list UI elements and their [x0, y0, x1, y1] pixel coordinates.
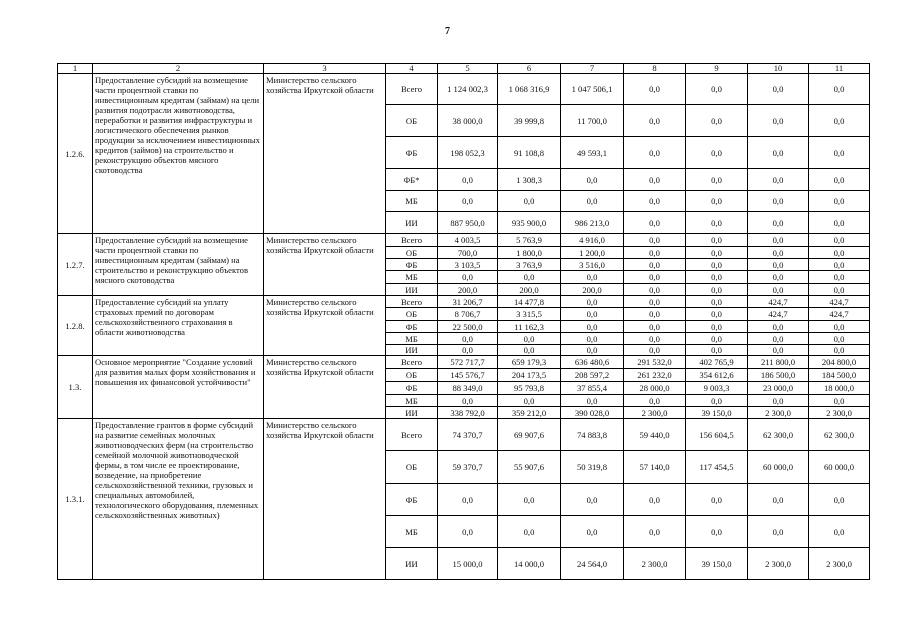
funding-source: ФБ	[386, 259, 438, 271]
value-cell: 22 500,0	[438, 321, 498, 333]
item-description: Предоставление субсидий на возмещение части процентной ставки по инвестиционным кредитам (займам) на строительство и реконструкцию объектов мясного скотоводства	[93, 234, 264, 296]
value-cell: 11 700,0	[561, 105, 624, 137]
value-cell: 28 000,0	[624, 382, 686, 395]
value-cell: 0,0	[498, 333, 561, 345]
value-cell: 0,0	[809, 169, 870, 191]
value-cell: 0,0	[624, 321, 686, 333]
value-cell: 402 765,9	[686, 356, 748, 369]
value-cell: 0,0	[748, 169, 809, 191]
value-cell: 0,0	[438, 271, 498, 284]
value-cell: 15 000,0	[438, 548, 498, 580]
value-cell: 200,0	[561, 284, 624, 296]
value-cell: 0,0	[624, 212, 686, 234]
value-cell: 0,0	[686, 247, 748, 259]
funding-source: МБ	[386, 333, 438, 345]
value-cell: 0,0	[686, 169, 748, 191]
value-cell: 572 717,7	[438, 356, 498, 369]
value-cell: 0,0	[748, 212, 809, 234]
value-cell: 0,0	[809, 271, 870, 284]
value-cell: 0,0	[686, 74, 748, 105]
value-cell: 0,0	[748, 395, 809, 407]
funding-source: МБ	[386, 271, 438, 284]
value-cell: 8 706,7	[438, 308, 498, 321]
funding-source: МБ	[386, 395, 438, 407]
header-cell: 11	[809, 64, 870, 74]
value-cell: 0,0	[748, 137, 809, 169]
value-cell: 0,0	[686, 191, 748, 212]
value-cell: 60 000,0	[748, 451, 809, 484]
value-cell: 39 999,8	[498, 105, 561, 137]
value-cell: 0,0	[438, 345, 498, 356]
header-cell: 10	[748, 64, 809, 74]
value-cell: 74 883,8	[561, 419, 624, 451]
funding-source: Всего	[386, 419, 438, 451]
value-cell: 0,0	[624, 484, 686, 516]
funding-source: ОБ	[386, 369, 438, 382]
value-cell: 0,0	[624, 516, 686, 548]
value-cell: 0,0	[498, 271, 561, 284]
funding-source: ОБ	[386, 247, 438, 259]
funding-source: Всего	[386, 296, 438, 308]
value-cell: 18 000,0	[809, 382, 870, 395]
value-cell: 145 576,7	[438, 369, 498, 382]
value-cell: 0,0	[624, 234, 686, 247]
value-cell: 1 308,3	[498, 169, 561, 191]
value-cell: 55 907,6	[498, 451, 561, 484]
funding-source: ОБ	[386, 105, 438, 137]
value-cell: 0,0	[748, 191, 809, 212]
value-cell: 0,0	[561, 321, 624, 333]
table-body	[58, 64, 870, 580]
value-cell: 2 300,0	[809, 548, 870, 580]
value-cell: 0,0	[686, 105, 748, 137]
value-cell: 4 916,0	[561, 234, 624, 247]
item-description: Предоставление субсидий на уплату страховых премий по договорам сельскохозяйственного страхования в области животноводства	[93, 296, 264, 356]
value-cell: 59 440,0	[624, 419, 686, 451]
value-cell: 0,0	[561, 484, 624, 516]
value-cell: 0,0	[624, 191, 686, 212]
value-cell: 0,0	[438, 516, 498, 548]
value-cell: 62 300,0	[809, 419, 870, 451]
item-executor: Министерство сельского хозяйства Иркутской области	[264, 419, 386, 580]
funding-source: ИИ	[386, 548, 438, 580]
value-cell: 117 454,5	[686, 451, 748, 484]
value-cell: 659 179,3	[498, 356, 561, 369]
value-cell: 0,0	[809, 247, 870, 259]
value-cell: 1 047 506,1	[561, 74, 624, 105]
funding-source: ОБ	[386, 451, 438, 484]
value-cell: 0,0	[809, 137, 870, 169]
value-cell: 424,7	[748, 296, 809, 308]
value-cell: 0,0	[624, 247, 686, 259]
value-cell: 184 500,0	[809, 369, 870, 382]
value-cell: 208 597,2	[561, 369, 624, 382]
value-cell: 424,7	[748, 308, 809, 321]
funding-source: ФБ	[386, 321, 438, 333]
value-cell: 0,0	[748, 345, 809, 356]
value-cell: 0,0	[809, 212, 870, 234]
value-cell: 0,0	[686, 259, 748, 271]
value-cell: 204 173,5	[498, 369, 561, 382]
value-cell: 0,0	[438, 169, 498, 191]
value-cell: 0,0	[809, 74, 870, 105]
funding-source: Всего	[386, 356, 438, 369]
value-cell: 59 370,7	[438, 451, 498, 484]
value-cell: 24 564,0	[561, 548, 624, 580]
value-cell: 0,0	[686, 321, 748, 333]
funding-source: МБ	[386, 516, 438, 548]
item-executor: Министерство сельского хозяйства Иркутской области	[264, 296, 386, 356]
value-cell: 156 604,5	[686, 419, 748, 451]
value-cell: 0,0	[498, 345, 561, 356]
value-cell: 0,0	[561, 296, 624, 308]
value-cell: 23 000,0	[748, 382, 809, 395]
value-cell: 0,0	[748, 484, 809, 516]
value-cell: 0,0	[686, 296, 748, 308]
value-cell: 57 140,0	[624, 451, 686, 484]
value-cell: 0,0	[624, 308, 686, 321]
item-number: 1.2.7.	[58, 234, 93, 296]
value-cell: 0,0	[809, 395, 870, 407]
value-cell: 424,7	[809, 308, 870, 321]
value-cell: 2 300,0	[624, 548, 686, 580]
value-cell: 338 792,0	[438, 407, 498, 419]
table-row	[58, 234, 870, 247]
header-cell: 4	[386, 64, 438, 74]
value-cell: 69 907,6	[498, 419, 561, 451]
value-cell: 14 000,0	[498, 548, 561, 580]
value-cell: 198 052,3	[438, 137, 498, 169]
funding-source: ИИ	[386, 284, 438, 296]
value-cell: 9 003,3	[686, 382, 748, 395]
value-cell: 0,0	[748, 247, 809, 259]
value-cell: 5 763,9	[498, 234, 561, 247]
value-cell: 62 300,0	[748, 419, 809, 451]
value-cell: 2 300,0	[748, 548, 809, 580]
value-cell: 0,0	[809, 191, 870, 212]
value-cell: 0,0	[809, 234, 870, 247]
value-cell: 354 612,6	[686, 369, 748, 382]
value-cell: 0,0	[748, 271, 809, 284]
value-cell: 0,0	[748, 284, 809, 296]
value-cell: 0,0	[686, 333, 748, 345]
value-cell: 0,0	[686, 484, 748, 516]
item-number: 1.2.6.	[58, 74, 93, 234]
value-cell: 3 516,0	[561, 259, 624, 271]
value-cell: 0,0	[809, 484, 870, 516]
header-cell: 5	[438, 64, 498, 74]
value-cell: 95 793,8	[498, 382, 561, 395]
value-cell: 0,0	[748, 321, 809, 333]
value-cell: 986 213,0	[561, 212, 624, 234]
value-cell: 0,0	[624, 169, 686, 191]
value-cell: 0,0	[624, 284, 686, 296]
item-description: Предоставление субсидий на возмещение части процентной ставки по инвестиционным кредитам (займам) на цели развития подотрасли животноводства, переработки и развития инфраструктуры и логистического обеспечения рынков продукции за исключением инвестиционных кредитов (займов) на строительство и реконструкцию объектов мясного скотоводства	[93, 74, 264, 234]
value-cell: 2 300,0	[809, 407, 870, 419]
value-cell: 0,0	[809, 333, 870, 345]
value-cell: 0,0	[686, 212, 748, 234]
value-cell: 0,0	[686, 308, 748, 321]
value-cell: 2 300,0	[624, 407, 686, 419]
value-cell: 0,0	[748, 74, 809, 105]
item-number: 1.3.1.	[58, 419, 93, 580]
value-cell: 0,0	[809, 321, 870, 333]
funding-source: ОБ	[386, 308, 438, 321]
value-cell: 0,0	[686, 395, 748, 407]
value-cell: 0,0	[438, 395, 498, 407]
table-row	[58, 419, 870, 451]
value-cell: 0,0	[561, 169, 624, 191]
funding-source: ИИ	[386, 407, 438, 419]
value-cell: 0,0	[561, 395, 624, 407]
budget-table	[57, 63, 870, 580]
item-number: 1.2.8.	[58, 296, 93, 356]
header-row	[58, 64, 870, 74]
value-cell: 0,0	[498, 395, 561, 407]
value-cell: 1 124 002,3	[438, 74, 498, 105]
value-cell: 887 950,0	[438, 212, 498, 234]
value-cell: 0,0	[624, 333, 686, 345]
header-cell: 8	[624, 64, 686, 74]
value-cell: 0,0	[809, 284, 870, 296]
value-cell: 60 000,0	[809, 451, 870, 484]
value-cell: 0,0	[748, 333, 809, 345]
value-cell: 74 370,7	[438, 419, 498, 451]
value-cell: 91 108,8	[498, 137, 561, 169]
value-cell: 0,0	[686, 284, 748, 296]
item-executor: Министерство сельского хозяйства Иркутской области	[264, 74, 386, 234]
funding-source: МБ	[386, 191, 438, 212]
value-cell: 39 150,0	[686, 407, 748, 419]
funding-source: Всего	[386, 74, 438, 105]
value-cell: 0,0	[748, 516, 809, 548]
value-cell: 2 300,0	[748, 407, 809, 419]
value-cell: 424,7	[809, 296, 870, 308]
value-cell: 0,0	[624, 296, 686, 308]
value-cell: 0,0	[624, 395, 686, 407]
value-cell: 37 855,4	[561, 382, 624, 395]
value-cell: 0,0	[561, 345, 624, 356]
value-cell: 14 477,8	[498, 296, 561, 308]
value-cell: 0,0	[624, 105, 686, 137]
value-cell: 0,0	[624, 137, 686, 169]
value-cell: 0,0	[686, 234, 748, 247]
value-cell: 0,0	[498, 516, 561, 548]
value-cell: 204 800,0	[809, 356, 870, 369]
value-cell: 0,0	[438, 333, 498, 345]
value-cell: 359 212,0	[498, 407, 561, 419]
value-cell: 261 232,0	[624, 369, 686, 382]
value-cell: 390 028,0	[561, 407, 624, 419]
value-cell: 0,0	[561, 271, 624, 284]
value-cell: 700,0	[438, 247, 498, 259]
header-cell: 7	[561, 64, 624, 74]
value-cell: 3 763,9	[498, 259, 561, 271]
value-cell: 0,0	[561, 333, 624, 345]
table-row	[58, 74, 870, 105]
value-cell: 0,0	[809, 516, 870, 548]
funding-source: ФБ	[386, 382, 438, 395]
value-cell: 0,0	[748, 105, 809, 137]
header-cell: 3	[264, 64, 386, 74]
value-cell: 0,0	[624, 259, 686, 271]
item-description: Основное мероприятие "Создание условий для развития малых форм хозяйствования и повышения их финансовой устойчивости"	[93, 356, 264, 419]
value-cell: 0,0	[624, 271, 686, 284]
header-cell: 2	[93, 64, 264, 74]
value-cell: 3 103,5	[438, 259, 498, 271]
funding-source: ФБ	[386, 484, 438, 516]
value-cell: 38 000,0	[438, 105, 498, 137]
value-cell: 0,0	[809, 105, 870, 137]
value-cell: 200,0	[498, 284, 561, 296]
funding-source: ФБ*	[386, 169, 438, 191]
funding-source: ИИ	[386, 345, 438, 356]
item-description: Предоставление грантов в форме субсидий на развитие семейных молочных животноводческих ферм (на строительство семейной молочной животноводческой фермы, в том числе ее проектирование, возведение, на приобретение сельскохозяйственной техники, грузовых и специальных автомобилей, технологического оборудования, племенных сельскохозяйственных животных)	[93, 419, 264, 580]
value-cell: 0,0	[561, 191, 624, 212]
value-cell: 636 480,6	[561, 356, 624, 369]
value-cell: 0,0	[498, 484, 561, 516]
funding-source: Всего	[386, 234, 438, 247]
funding-source: ИИ	[386, 212, 438, 234]
value-cell: 50 319,8	[561, 451, 624, 484]
funding-source: ФБ	[386, 137, 438, 169]
value-cell: 211 800,0	[748, 356, 809, 369]
value-cell: 0,0	[624, 345, 686, 356]
value-cell: 88 349,0	[438, 382, 498, 395]
header-cell: 1	[58, 64, 93, 74]
value-cell: 0,0	[686, 271, 748, 284]
value-cell: 0,0	[748, 234, 809, 247]
value-cell: 11 162,3	[498, 321, 561, 333]
value-cell: 0,0	[561, 308, 624, 321]
value-cell: 39 150,0	[686, 548, 748, 580]
value-cell: 1 200,0	[561, 247, 624, 259]
value-cell: 1 068 316,9	[498, 74, 561, 105]
item-executor: Министерство сельского хозяйства Иркутской области	[264, 356, 386, 419]
value-cell: 0,0	[624, 74, 686, 105]
value-cell: 0,0	[686, 137, 748, 169]
value-cell: 0,0	[561, 516, 624, 548]
value-cell: 0,0	[498, 191, 561, 212]
value-cell: 0,0	[438, 191, 498, 212]
item-number: 1.3.	[58, 356, 93, 419]
value-cell: 49 593,1	[561, 137, 624, 169]
table-row	[58, 356, 870, 369]
page-number: 7	[445, 26, 450, 37]
value-cell: 200,0	[438, 284, 498, 296]
value-cell: 1 800,0	[498, 247, 561, 259]
item-executor: Министерство сельского хозяйства Иркутской области	[264, 234, 386, 296]
value-cell: 291 532,0	[624, 356, 686, 369]
header-cell: 9	[686, 64, 748, 74]
value-cell: 935 900,0	[498, 212, 561, 234]
header-cell: 6	[498, 64, 561, 74]
value-cell: 186 500,0	[748, 369, 809, 382]
value-cell: 0,0	[686, 345, 748, 356]
value-cell: 31 206,7	[438, 296, 498, 308]
value-cell: 0,0	[809, 345, 870, 356]
table-row	[58, 296, 870, 308]
value-cell: 0,0	[748, 259, 809, 271]
value-cell: 4 003,5	[438, 234, 498, 247]
value-cell: 0,0	[809, 259, 870, 271]
value-cell: 0,0	[438, 484, 498, 516]
value-cell: 0,0	[686, 516, 748, 548]
value-cell: 3 315,5	[498, 308, 561, 321]
